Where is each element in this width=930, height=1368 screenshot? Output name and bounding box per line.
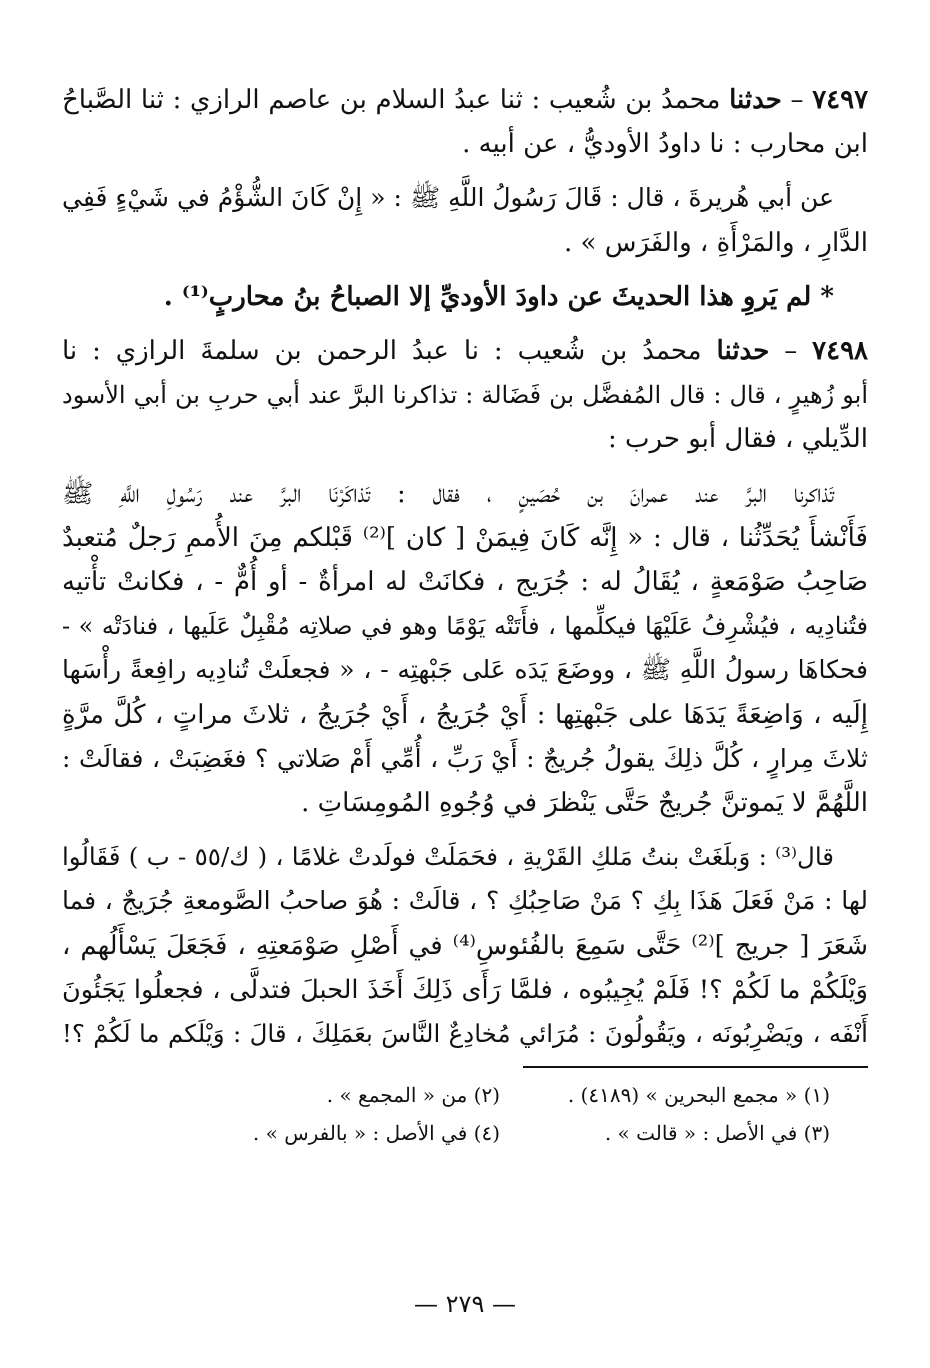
continuation-line: وَيْلَكُمْ ما لَكُمْ ؟! فَلَمْ يُجِيبُوه ، فلمَّا رَأَى ذَلِكَ أَخَذَ الحبلَ فتدلَّى ، فجعلُوا يَجَئُونَ [62, 974, 868, 1005]
footnotes [62, 1076, 868, 1152]
matn-line: فحكاهَا رسولُ اللَّهِ ﷺ ، ووضَعَ يَدَه عَلى جَبْهتِه - ، « فجعلَتْ تُنادِيه رافِعةً رأْسَها [62, 655, 868, 685]
hadith-number: ٧٤٩٧ [812, 85, 869, 115]
hadith-7498-matn [62, 472, 868, 826]
matn-line: عن أبي هُريرةَ ، قال : قَالَ رَسُولُ اللَّهِ ﷺ : « إِنْ كَانَ الشُّؤْمُ في شَيْءٍ فَفِي [62, 183, 834, 213]
continuation-line: لها : مَنْ فَعَلَ هَذَا بِكِ ؟ مَنْ صَاحِبُكِ ؟ ، قالَتْ : هُوَ صاحبُ الصَّومعةِ جُرَيجٌ ، فما [62, 886, 868, 916]
footnote-1: (١) « مجمع البحرين » (٤١٨٩) . [567, 1083, 830, 1108]
footnote-divider [523, 1066, 868, 1068]
hadith-7497-isnad-line-2: ابن محارب : نا داودُ الأوديُّ ، عن أبيه . [462, 129, 868, 160]
narration-keyword: حدثنا [716, 336, 770, 367]
editor-note: * لم يَروِ هذا الحديثَ عن داودَ الأوديِّ إلا الصباحُ بنُ محاربٍ⁽¹⁾ . [163, 281, 834, 312]
hadith-7497-isnad-line-1: ٧٤٩٧ – حدثنا محمدُ بن شُعيب : ثنا عبدُ السلام بن عاصم الرازي : ثنا الصَّباحُ [62, 85, 869, 115]
hadith-7497 [62, 78, 868, 166]
narration-keyword: حدثنا [729, 85, 782, 115]
matn-line: إِلَيه ، وَاضِعَةً يَدَهَا على جَبْهتِها : أَيْ جُرَيجُ ، أَيْ جُرَيجُ ، ثلاثَ مراتٍ ، كُلَّ مرَّةٍ [62, 699, 868, 730]
hadith-7498-continuation [62, 835, 868, 1056]
continuation-line: شَعَرَ [ جريج ]⁽²⁾ حَتَّى سَمِعَ بالفُئوسِ⁽⁴⁾ في أَصْلِ صَوْمَعتِهِ ، فَجَعَلَ يَسْأَلُهم ، [62, 930, 869, 961]
continuation-line: قال⁽³⁾ : وَبلَغَتْ بنتُ مَلكِ القَرْيةِ ، فحَمَلَتْ فولَدتْ غلامًا ، ( ك/٥٥ - ب ) فَقَالُوا [62, 842, 835, 872]
footnote-row [62, 1076, 868, 1114]
isnad-text: محمدُ بن شُعيب : نا عبدُ الرحمن بن سلمةَ الرازي : نا [62, 336, 702, 367]
matn-line: صَاحِبُ صَوْمَعةٍ ، يُقَالُ له : جُرَيج ، فكانَتْ له امرأةٌ - أو أُمٌّ - ، فكانتْ تأْتيه [62, 567, 868, 598]
matn-line: الدَّارِ ، والمَرْأَةِ ، والفَرَس » . [564, 227, 868, 258]
hadith-7498-isnad-line-2: أبو زُهيرٍ ، قال : قال المُفضَّل بن فَضَالة : تذاكرنا البرَّ عند أبي حربِ بن أبي الأسود [62, 381, 868, 410]
page-number: — ٢٧٩ — [414, 1290, 516, 1318]
hadith-7497-note [62, 275, 868, 319]
footnote-row [62, 1114, 868, 1152]
hadith-7497-matn [62, 176, 868, 264]
matn-line: ثلاثَ مِرارٍ ، كُلَّ ذلِكَ يقولُ جُريجٌ : أَيْ رَبِّ ، أُمِّي أَمْ صَلاتي ؟ فغَضِبَتْ ، فقالَتْ : [62, 743, 868, 773]
footnote-2: (٢) من « المجمع » . [326, 1083, 500, 1108]
matn-line: فتُنادِيه ، فيُشْرِفُ عَلَيْهَا فيكلِّمها ، فأَتَتْه يَوْمًا وهو في صلاتِه مُقْبِلٌ عَلَيها ، فنادَتْه » - [62, 612, 868, 641]
matn-line: اللَّهُمَّ لا يَموتنَّ جُريجٌ حَتَّى يَنْظرَ في وُجُوهِ المُومِسَاتِ . [301, 788, 868, 819]
matn-line: تَذاكرنا البرَّ عند عمرانَ بن حُصَينٍ ، فقال : تَذاكَرْنَا البرَّ عند رَسُولِ اللَّهِ ﷺ [62, 478, 834, 509]
hadith-7498-isnad-line-1: ٧٤٩٨ – حدثنا محمدُ بن شُعيب : نا عبدُ الرحمن بن سلمةَ الرازي : نا [62, 336, 869, 367]
matn-line: فَأَنْشأَ يُحَدِّثُنا ، قال : « إِنَّه كَانَ فِيمَنْ [ كان ]⁽²⁾ قَبْلكم مِنَ الأُممِ رَجلٌ مُتعبدٌ [62, 522, 868, 553]
hadith-7498-isnad-line-3: الدِّيلي ، فقال أبو حرب : [608, 424, 868, 455]
hadith-7498 [62, 329, 868, 462]
footnote-4: (٤) في الأصل : « بالفرس » . [252, 1121, 500, 1146]
continuation-line: أَنْفَه ، ويَضْرِبُونَه ، ويَقُولُونَ : مُرَائي مُخادِعٌ النَّاسَ بعَمَلِكَ ، قالَ : وَيْلَكم ما لَكُمْ ؟! [62, 1019, 868, 1049]
hadith-number: ٧٤٩٨ [812, 336, 869, 367]
footnote-3: (٣) في الأصل : « قالت » . [604, 1121, 830, 1146]
isnad-text: محمدُ بن شُعيب : ثنا عبدُ السلام بن عاصم الرازي : ثنا الصَّباحُ [62, 85, 721, 115]
